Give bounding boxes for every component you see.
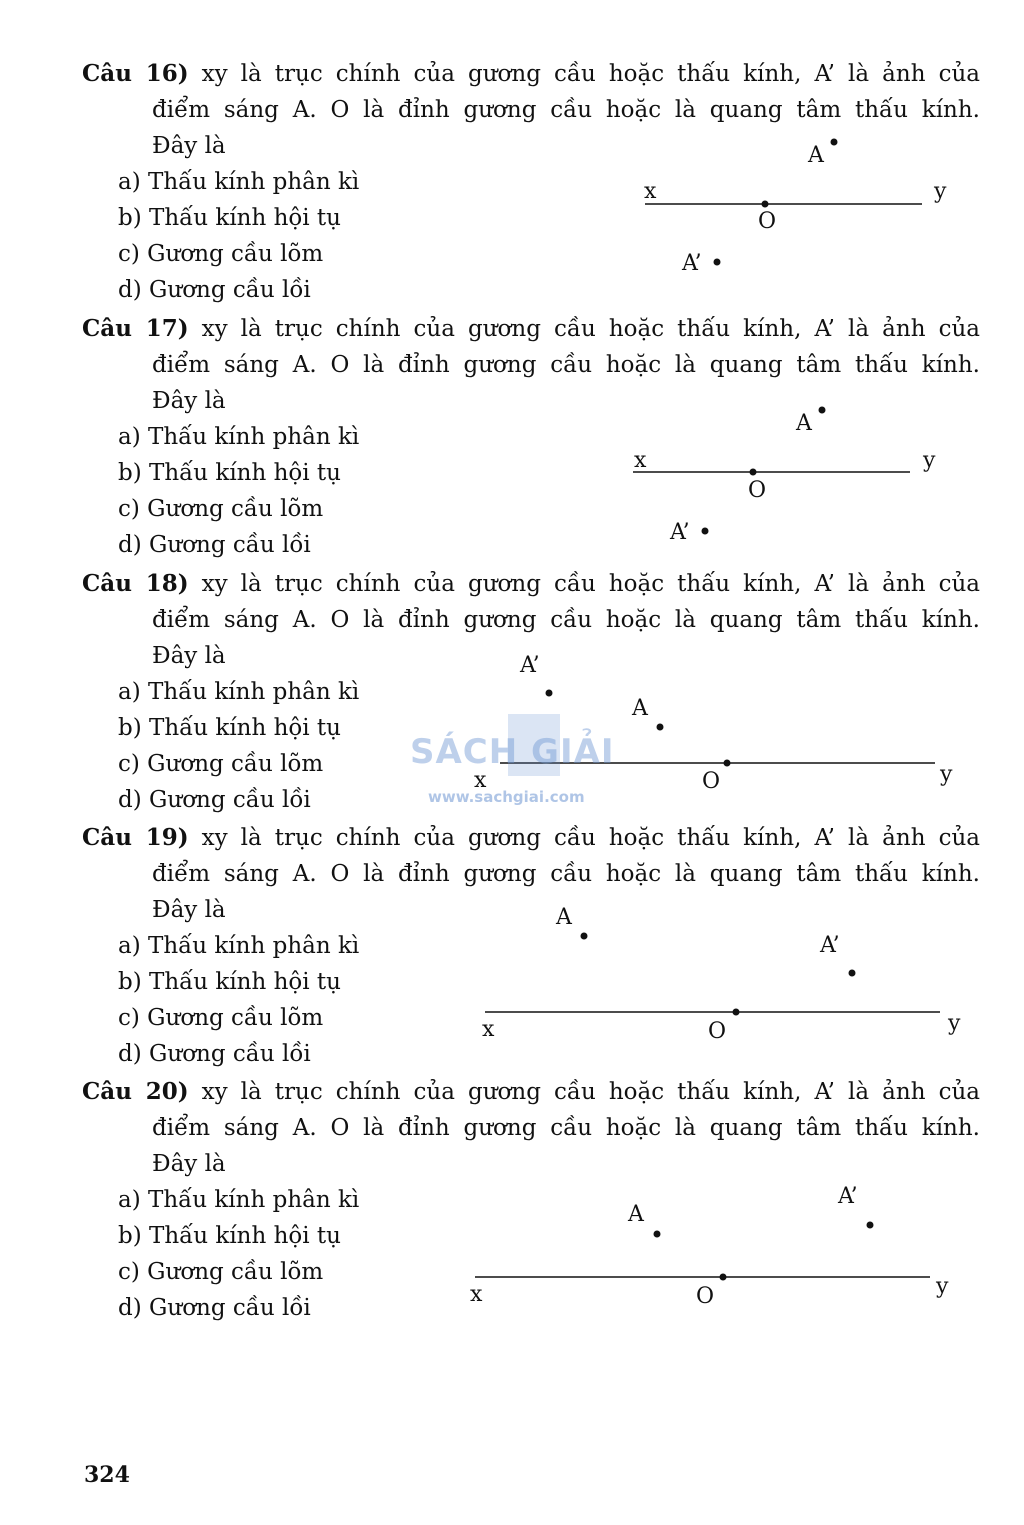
label-a: A [632, 696, 648, 721]
point-a-prime [849, 970, 856, 977]
option-a[interactable]: a) Thấu kính phân kì [118, 679, 360, 705]
option-d[interactable]: d) Gương cầu lồi [118, 277, 311, 303]
option-a[interactable]: a) Thấu kính phân kì [118, 169, 360, 195]
point-o [750, 469, 757, 476]
label-a: A [808, 143, 824, 168]
question-line-2: điểm sáng A. O là đỉnh gương cầu hoặc là quang tâm thấu kính. [152, 607, 980, 633]
option-b[interactable]: b) Thấu kính hội tụ [118, 460, 341, 486]
label-a: A [628, 1202, 644, 1227]
label-a-prime: A’ [520, 653, 540, 678]
question-line-1: Câu 19) xy là trục chính của gương cầu hoặc thấu kính, A’ là ảnh của [82, 824, 980, 851]
option-c[interactable]: c) Gương cầu lõm [118, 241, 324, 267]
axis-label-y: y [923, 448, 936, 473]
question-line-2: điểm sáng A. O là đỉnh gương cầu hoặc là quang tâm thấu kính. [152, 1115, 980, 1141]
diagram-20 [460, 1175, 970, 1315]
question-line-3: Đây là [152, 133, 226, 159]
option-b[interactable]: b) Thấu kính hội tụ [118, 715, 341, 741]
label-a-prime: A’ [670, 520, 690, 545]
point-a-prime [702, 528, 709, 535]
question-number: Câu 20) [82, 1078, 189, 1105]
axis-label-x: x [482, 1017, 495, 1042]
option-d[interactable]: d) Gương cầu lồi [118, 787, 311, 813]
label-o: O [758, 209, 777, 234]
option-c[interactable]: c) Gương cầu lõm [118, 496, 324, 522]
label-o: O [696, 1284, 715, 1309]
page-number: 324 [84, 1462, 130, 1488]
diagram-19 [470, 900, 970, 1050]
diagram-17 [620, 395, 950, 545]
point-a-prime [867, 1222, 874, 1229]
label-a-prime: A’ [820, 933, 840, 958]
option-c[interactable]: c) Gương cầu lõm [118, 1259, 324, 1285]
question-line-2: điểm sáng A. O là đỉnh gương cầu hoặc là quang tâm thấu kính. [152, 97, 980, 123]
label-o: O [748, 478, 767, 503]
question-line-2: điểm sáng A. O là đỉnh gương cầu hoặc là quang tâm thấu kính. [152, 861, 980, 887]
label-a: A [556, 905, 572, 930]
label-o: O [708, 1019, 727, 1044]
point-a-prime [714, 259, 721, 266]
axis-label-y: y [948, 1011, 961, 1036]
label-o: O [702, 769, 721, 794]
option-b[interactable]: b) Thấu kính hội tụ [118, 1223, 341, 1249]
question-number: Câu 18) [82, 570, 189, 597]
axis-label-x: x [644, 179, 657, 204]
option-d[interactable]: d) Gương cầu lồi [118, 532, 311, 558]
point-o [733, 1009, 740, 1016]
option-d[interactable]: d) Gương cầu lồi [118, 1295, 311, 1321]
axis-label-y: y [940, 762, 953, 787]
point-a [654, 1231, 661, 1238]
point-o [724, 760, 731, 767]
axis-label-x: x [634, 448, 647, 473]
question-number: Câu 17) [82, 315, 189, 342]
question-line-3: Đây là [152, 897, 226, 923]
option-a[interactable]: a) Thấu kính phân kì [118, 424, 360, 450]
label-a-prime: A’ [838, 1184, 858, 1209]
axis-label-x: x [474, 768, 487, 793]
point-a-prime [546, 690, 553, 697]
point-a [657, 724, 664, 731]
axis-label-y: y [936, 1274, 949, 1299]
label-a: A [796, 411, 812, 436]
point-o [762, 201, 769, 208]
question-line-3: Đây là [152, 1151, 226, 1177]
watermark-title: SÁCH GIẢI [410, 732, 615, 772]
option-a[interactable]: a) Thấu kính phân kì [118, 1187, 360, 1213]
option-b[interactable]: b) Thấu kính hội tụ [118, 969, 341, 995]
option-a[interactable]: a) Thấu kính phân kì [118, 933, 360, 959]
point-o [720, 1274, 727, 1281]
option-d[interactable]: d) Gương cầu lồi [118, 1041, 311, 1067]
option-c[interactable]: c) Gương cầu lõm [118, 751, 324, 777]
label-a-prime: A’ [682, 251, 702, 276]
question-line-1: Câu 18) xy là trục chính của gương cầu hoặc thấu kính, A’ là ảnh của [82, 570, 980, 597]
point-a [581, 933, 588, 940]
watermark-url: www.sachgiai.com [428, 788, 585, 806]
axis-label-x: x [470, 1282, 483, 1307]
diagram-16 [630, 130, 960, 280]
question-line-1: Câu 20) xy là trục chính của gương cầu hoặc thấu kính, A’ là ảnh của [82, 1078, 980, 1105]
point-a [819, 407, 826, 414]
question-number: Câu 19) [82, 824, 189, 851]
point-a [831, 139, 838, 146]
question-line-3: Đây là [152, 388, 226, 414]
question-line-1: Câu 17) xy là trục chính của gương cầu hoặc thấu kính, A’ là ảnh của [82, 315, 980, 342]
question-line-1: Câu 16) xy là trục chính của gương cầu hoặc thấu kính, A’ là ảnh của [82, 60, 980, 87]
option-c[interactable]: c) Gương cầu lõm [118, 1005, 324, 1031]
question-line-3: Đây là [152, 643, 226, 669]
option-b[interactable]: b) Thấu kính hội tụ [118, 205, 341, 231]
question-line-2: điểm sáng A. O là đỉnh gương cầu hoặc là quang tâm thấu kính. [152, 352, 980, 378]
question-number: Câu 16) [82, 60, 189, 87]
axis-label-y: y [934, 179, 947, 204]
diagram-18 [460, 645, 970, 805]
